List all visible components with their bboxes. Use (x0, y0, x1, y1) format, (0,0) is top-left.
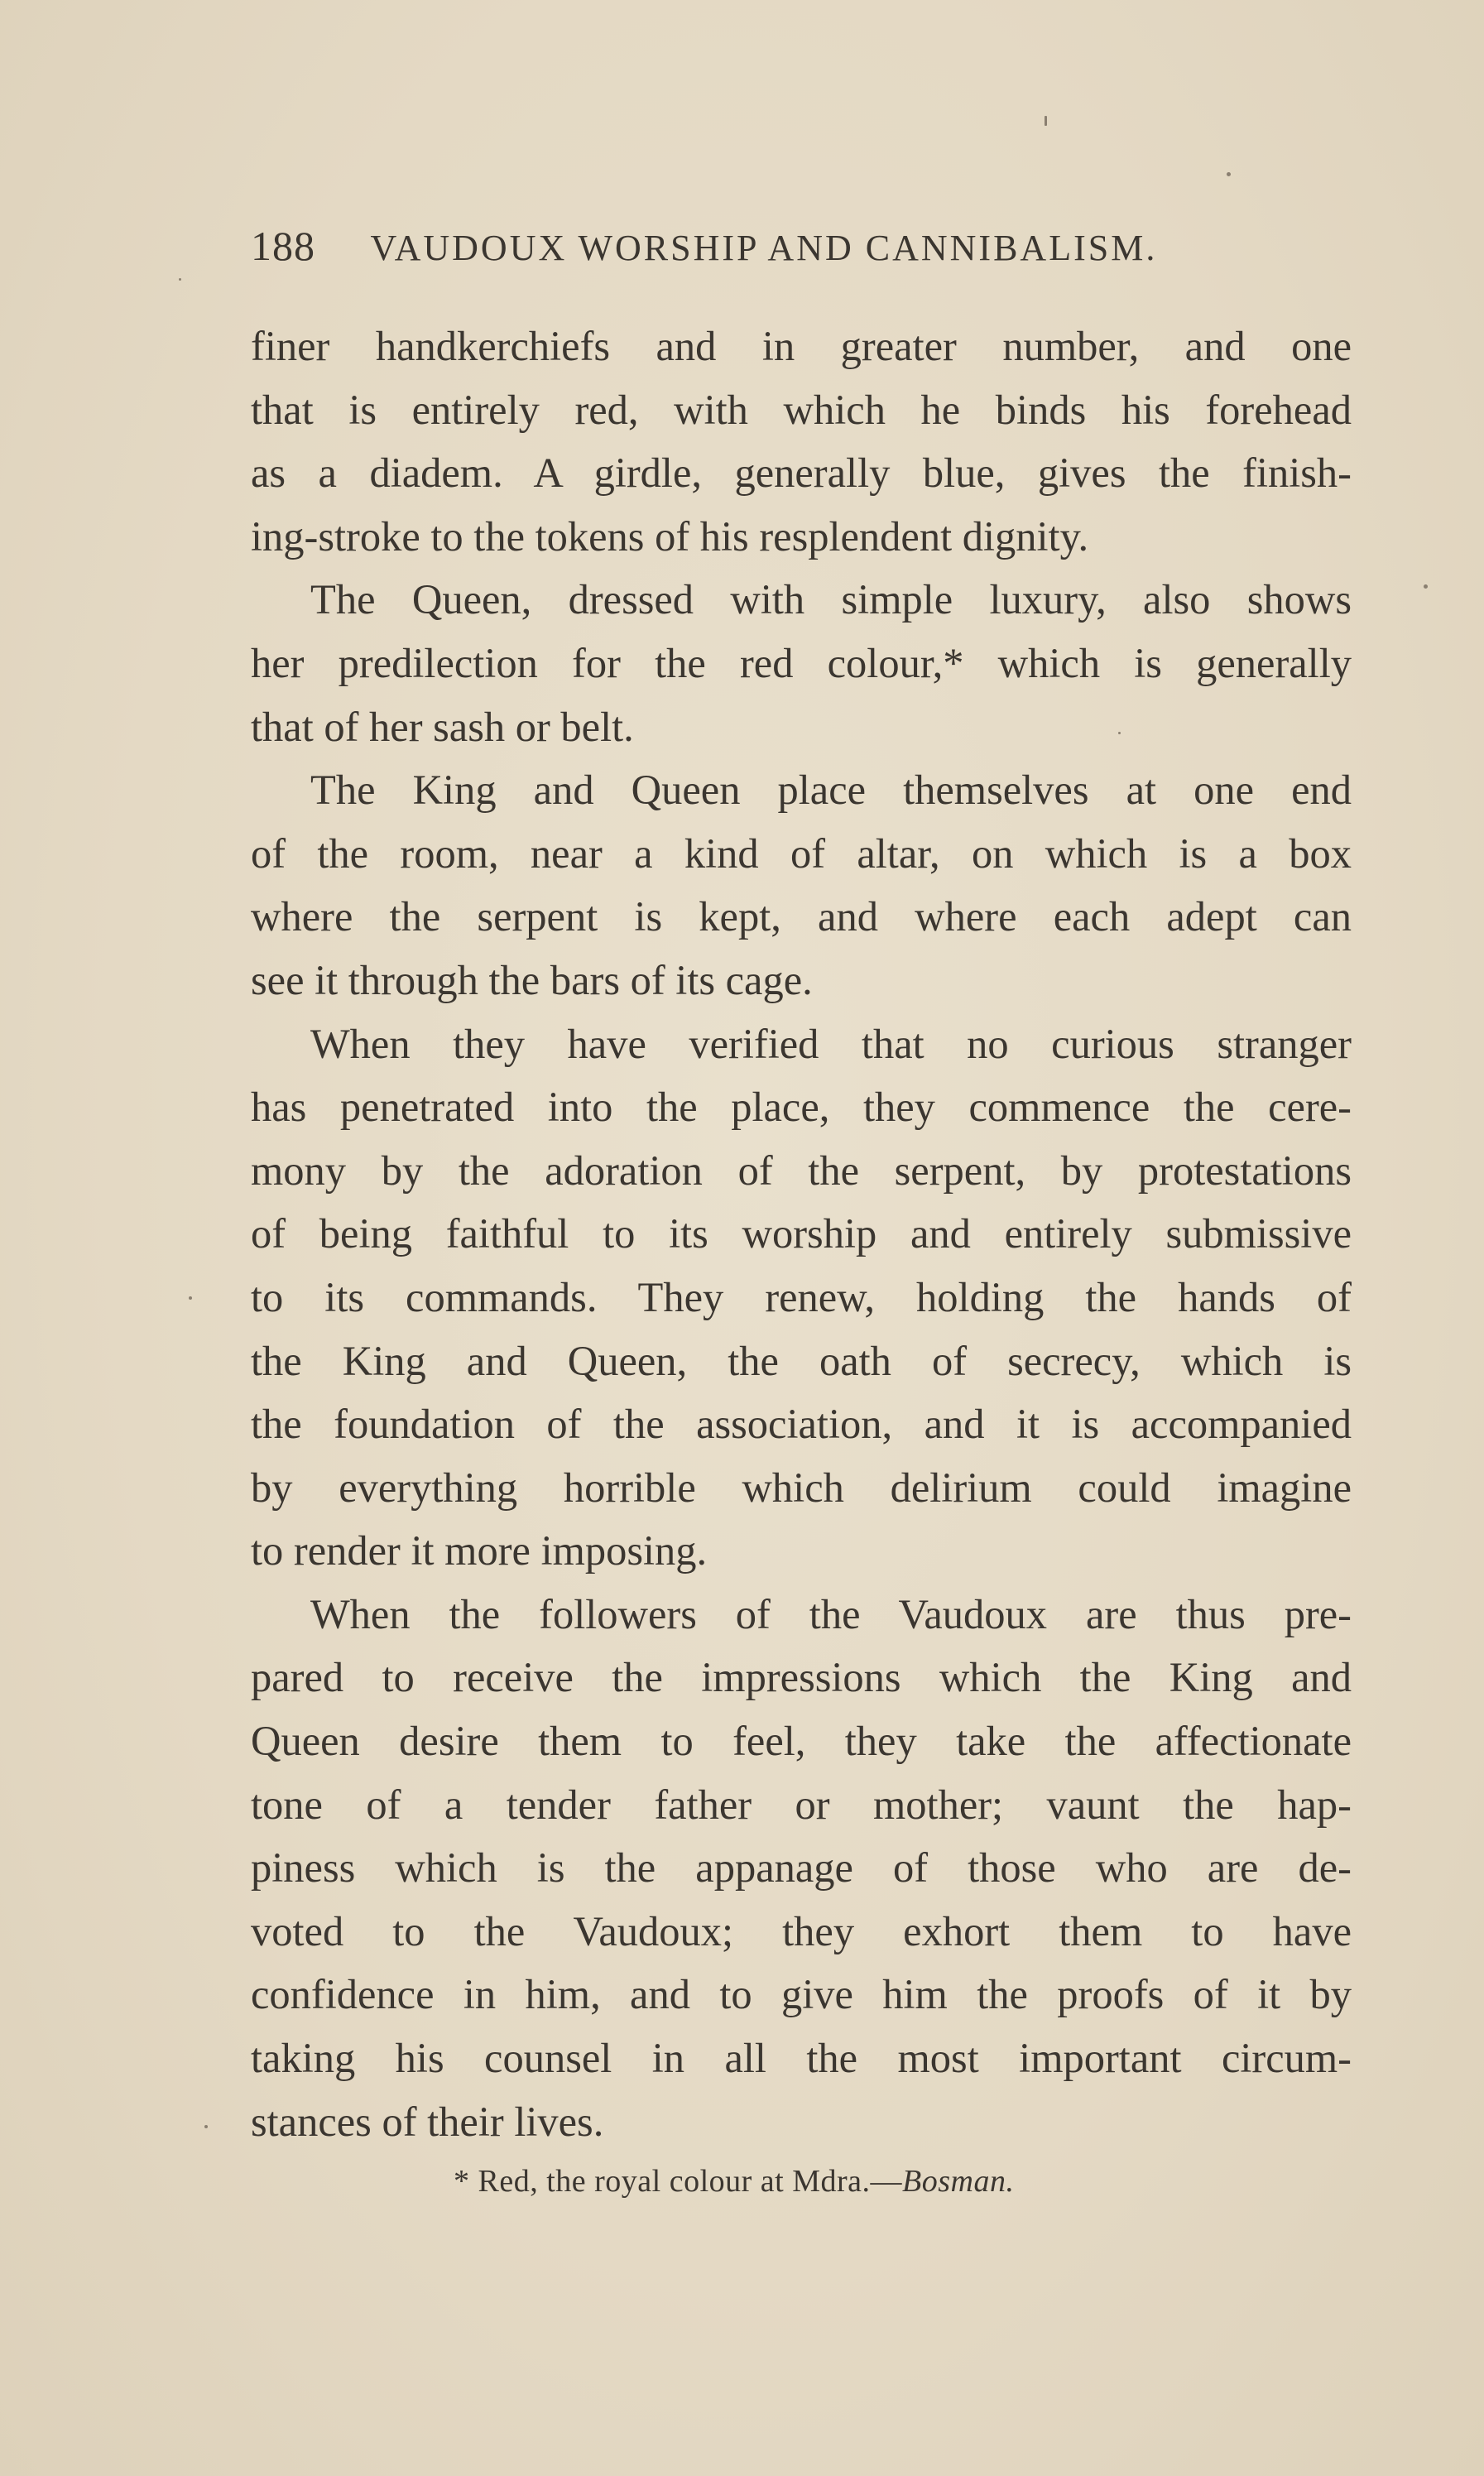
body-text (251, 315, 1352, 2153)
text-line: where the serpent is kept, and where each adept can (251, 893, 1352, 940)
text-line: to its commands. They renew, holding the hands of (251, 1273, 1352, 1320)
scan-speck (1424, 584, 1428, 589)
text-line: that of her sash or belt. (251, 703, 634, 750)
text-line: that is entirely red, with which he binds his forehead (251, 386, 1352, 433)
page-header (251, 222, 1352, 288)
scan-speck (204, 2125, 208, 2128)
text-line: pared to receive the impressions which the King and (251, 1654, 1352, 1701)
footnote (454, 2163, 1014, 2200)
page-number: 188 (251, 223, 315, 269)
text-line: taking his counsel in all the most important circum- (251, 2035, 1352, 2082)
text-line: by everything horrible which delirium could imagine (251, 1464, 1352, 1511)
text-line: The King and Queen place themselves at one end (310, 767, 1352, 814)
footnote-source: Bosman. (902, 2164, 1015, 2199)
text-line: of being faithful to its worship and entirely submissive (251, 1210, 1352, 1257)
text-line: as a diadem. A girdle, generally blue, gives the finish- (251, 450, 1352, 497)
text-line: The Queen, dressed with simple luxury, also shows (310, 576, 1352, 623)
text-line: tone of a tender father or mother; vaunt the hap- (251, 1781, 1352, 1828)
text-line: stances of their lives. (251, 2098, 604, 2145)
text-line: voted to the Vaudoux; they exhort them to have (251, 1907, 1352, 1954)
text-line: the King and Queen, the oath of secrecy, which is (251, 1337, 1352, 1384)
text-line: When they have verified that no curious stranger (310, 1020, 1352, 1067)
text-line: When the followers of the Vaudoux are thus pre- (310, 1590, 1352, 1637)
text-line: to render it more imposing. (251, 1527, 708, 1575)
scan-speck (1227, 172, 1231, 176)
text-line: the foundation of the association, and it is accompanied (251, 1401, 1352, 1448)
text-line: has penetrated into the place, they commence the cere- (251, 1084, 1352, 1131)
text-line: finer handkerchiefs and in greater number, and one (251, 323, 1352, 369)
text-line: confidence in him, and to give him the proofs of it by (251, 1971, 1352, 2018)
text-line: of the room, near a kind of altar, on which is a box (251, 829, 1352, 877)
text-line: ing-stroke to the tokens of his resplendent dignity. (251, 512, 1089, 560)
scan-speck (189, 1296, 192, 1300)
scan-speck (1045, 116, 1047, 126)
text-line: piness which is the appanage of those who are de- (251, 1844, 1352, 1892)
scan-speck (179, 278, 181, 281)
text-line: her predilection for the red colour,* which is generally (251, 639, 1352, 686)
footnote-text: * Red, the royal colour at Mdra.— (454, 2164, 903, 2199)
text-line: mony by the adoration of the serpent, by protestations (251, 1147, 1352, 1194)
text-line: see it through the bars of its cage. (251, 956, 813, 1003)
running-title: VAUDOUX WORSHIP AND CANNIBALISM. (370, 228, 1158, 268)
scan-speck (1118, 732, 1121, 734)
text-line: Queen desire them to feel, they take the affectionate (251, 1718, 1352, 1765)
